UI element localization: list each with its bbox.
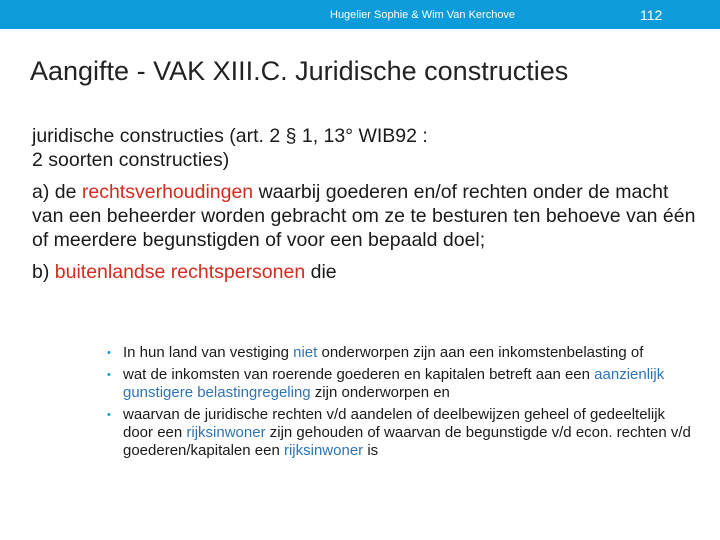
list-item	[106, 366, 698, 402]
bullet-3-text-end: is	[363, 442, 379, 459]
bullet-icon: •	[107, 409, 111, 421]
page-number: 112	[640, 7, 663, 23]
item-a-suffix: waarbij goederen en/of rechten onder de macht van een beheerder worden gebracht om ze te besturen ten behoeve van één of meerdere begunstigden of voor een bepaald doel;	[32, 181, 696, 251]
bullet-1-text-end: onderworpen zijn aan een inkomstenbelasting of	[317, 344, 644, 361]
item-b-highlight: buitenlandse rechtspersonen	[54, 261, 306, 283]
bullet-3-highlight: rijksinwoner	[186, 424, 266, 441]
intro-paragraph	[32, 124, 704, 172]
bullet-2-highlight: aanzienlijk gunstigere belastingregeling	[123, 366, 665, 401]
item-a	[32, 180, 704, 252]
list-item	[106, 406, 698, 460]
list-item	[106, 344, 698, 362]
item-b	[32, 260, 704, 284]
item-a-highlight: rechtsverhoudingen	[81, 181, 254, 203]
bullet-1-highlight: niet	[293, 344, 318, 361]
bullet-3-text: waarvan de juridische rechten v/d aandelen of deelbewijzen geheel of gedeeltelijk door een	[123, 406, 666, 441]
slide-title: Aangifte - VAK XIII.C. Juridische constructies	[30, 56, 569, 86]
item-b-prefix: b)	[32, 261, 55, 283]
header-bar	[0, 0, 720, 29]
item-a-prefix: a) de	[32, 181, 82, 203]
bullet-icon: •	[107, 347, 111, 359]
intro-line-2: 2 soorten constructies)	[32, 149, 230, 171]
item-b-suffix: die	[305, 261, 337, 283]
header-author: Hugelier Sophie & Wim Van Kerchove	[330, 9, 516, 21]
bullet-icon: •	[107, 369, 111, 381]
slide-body	[32, 124, 704, 292]
bullet-1-text: In hun land van vestiging	[123, 344, 294, 361]
bullet-list	[106, 344, 698, 464]
bullet-3-text-mid: zijn gehouden of waarvan de begunstigde v/d econ. rechten v/d goederen/kapitalen een	[123, 424, 691, 459]
bullet-2-text: wat de inkomsten van roerende goederen en kapitalen betreft aan een	[123, 366, 595, 383]
intro-line-1: juridische constructies (art. 2 § 1, 13° WIB92 :	[32, 125, 428, 147]
bullet-3-highlight-2: rijksinwoner	[283, 442, 364, 459]
bullet-2-text-end: zijn onderworpen en	[310, 384, 450, 401]
